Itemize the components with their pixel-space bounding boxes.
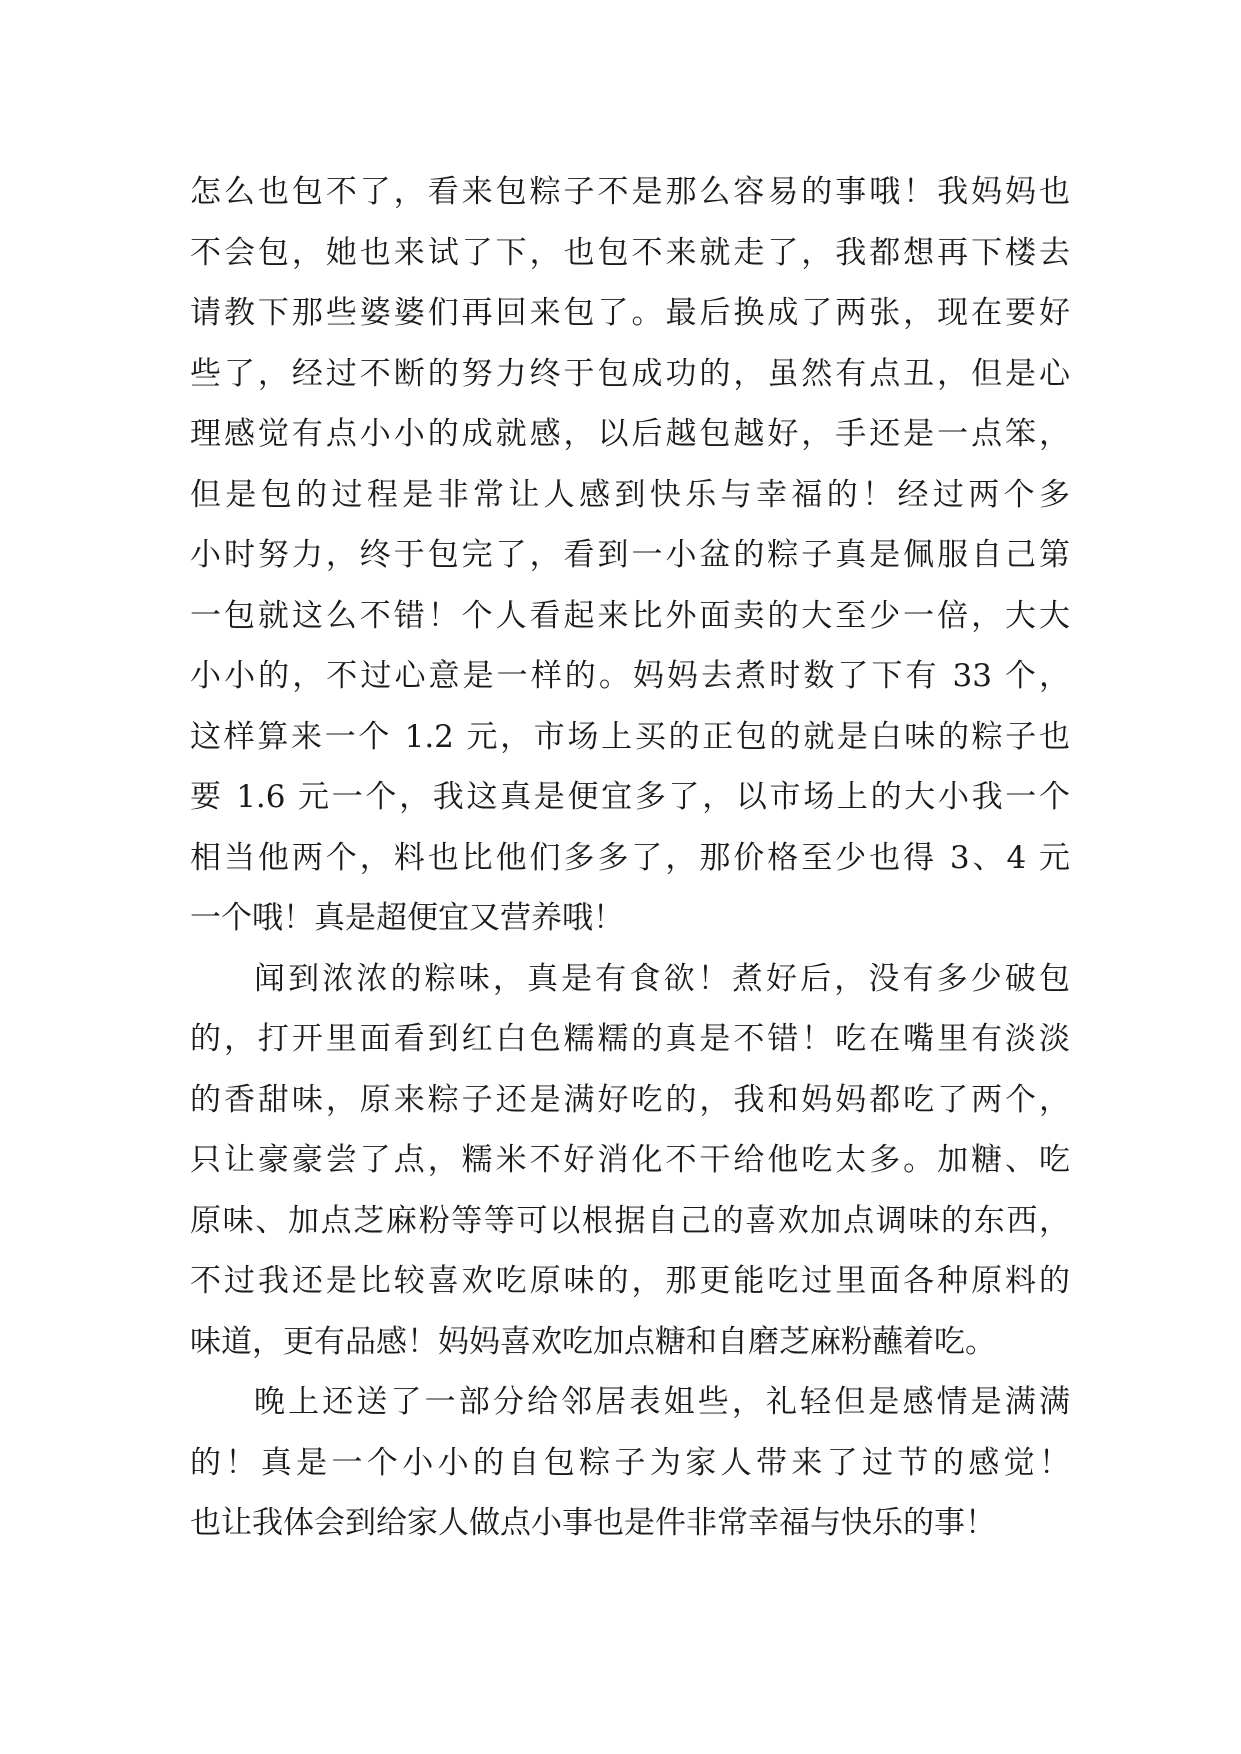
text-line: 闻到浓浓的粽味，真是有食欲！煮好后，没有多少破包: [254, 960, 1070, 997]
text-line: 的！真是一个小小的自包粽子为家人带来了过节的感觉！: [190, 1444, 1070, 1481]
text-line: 小小的，不过心意是一样的。妈妈去煮时数了下有 33 个，: [190, 658, 1070, 694]
text-line: 怎么也包不了，看来包粽子不是那么容易的事哦！我妈妈也: [190, 174, 1070, 210]
text-line: 请教下那些婆婆们再回来包了。最后换成了两张，现在要好: [190, 295, 1070, 331]
text-line: 晚上还送了一部分给邻居表姐些，礼轻但是感情是满满: [254, 1384, 1070, 1420]
text-line: 但是包的过程是非常让人感到快乐与幸福的！经过两个多: [190, 476, 1070, 513]
paragraph-2: [190, 949, 1070, 1373]
text-line: 理感觉有点小小的成就感，以后越包越好，手还是一点笨，: [190, 416, 1070, 452]
body-text: [190, 162, 1070, 1554]
text-line: 一包就这么不错！个人看起来比外面卖的大至少一倍，大大: [190, 597, 1070, 634]
paragraph-1: [190, 162, 1070, 949]
text-line: 也让我体会到给家人做点小事也是件非常幸福与快乐的事！: [190, 1505, 996, 1541]
text-line: 些了，经过不断的努力终于包成功的，虽然有点丑，但是心: [190, 355, 1070, 392]
text-line: 不过我还是比较喜欢吃原味的，那更能吃过里面各种原料的: [190, 1263, 1070, 1299]
text-line: 不会包，她也来试了下，也包不来就走了，我都想再下楼去: [190, 234, 1070, 271]
text-line: 的香甜味，原来粽子还是满好吃的，我和妈妈都吃了两个，: [190, 1081, 1070, 1118]
text-line: 这样算来一个 1.2 元，市场上买的正包的就是白味的粽子也: [190, 718, 1070, 755]
paragraph-3: [190, 1372, 1070, 1554]
text-line: 原味、加点芝麻粉等等可以根据自己的喜欢加点调味的东西，: [190, 1202, 1070, 1239]
text-line: 只让豪豪尝了点，糯米不好消化不干给他吃太多。加糖、吃: [190, 1142, 1070, 1178]
text-line: 要 1.6 元一个，我这真是便宜多了，以市场上的大小我一个: [190, 779, 1070, 815]
text-line: 小时努力，终于包完了，看到一小盆的粽子真是佩服自己第: [190, 537, 1070, 573]
text-line: 相当他两个，料也比他们多多了，那价格至少也得 3、4 元: [190, 839, 1070, 876]
text-line: 味道，更有品感！妈妈喜欢吃加点糖和自磨芝麻粉蘸着吃。: [190, 1323, 996, 1360]
text-line: 一个哦！真是超便宜又营养哦！: [190, 900, 624, 936]
text-line: 的，打开里面看到红白色糯糯的真是不错！吃在嘴里有淡淡: [190, 1021, 1070, 1057]
